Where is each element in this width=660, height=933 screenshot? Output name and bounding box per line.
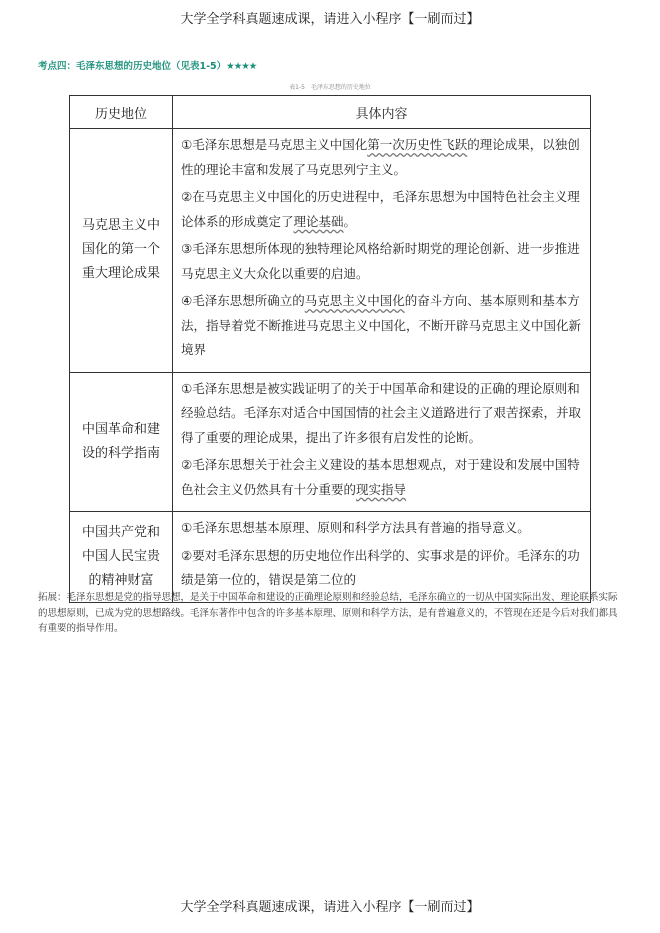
section-title-text: 考点四：毛泽东思想的历史地位（见表1-5） <box>38 61 227 72</box>
row-content <box>173 129 591 373</box>
content-text: ④毛泽东思想所确立的 <box>181 293 305 308</box>
content-item <box>181 133 582 182</box>
content-text: ③毛泽东思想所体现的独特理论风格给新时期党的理论创新、进一步推进马克思主义大众化以重要的启迪。 <box>181 241 580 281</box>
content-item <box>181 377 582 451</box>
underlined-text: 第一次历史性飞跃 <box>367 137 468 152</box>
content-item <box>181 516 582 541</box>
row-category: 中国共产党和中国人民宝贵的精神财富 <box>70 512 173 603</box>
content-item <box>181 544 582 593</box>
row-category: 马克思主义中国化的第一个重大理论成果 <box>70 129 173 373</box>
content-text: ①毛泽东思想是被实践证明了的关于中国革命和建设的正确的理论原则和经验总结。毛泽东对适合中国国情的社会主义道路进行了艰苦探索，并取得了重要的理论成果，提出了许多很有启发性的论断。 <box>181 380 582 445</box>
section-title <box>38 58 256 72</box>
table-caption: 表1-5 毛泽东思想的历史地位 <box>289 84 371 91</box>
content-text: ①毛泽东思想是马克思主义中国化 <box>181 137 368 152</box>
table-header-row <box>70 96 591 129</box>
table-row <box>70 372 591 512</box>
content-text: ②要对毛泽东思想的历史地位作出科学的、实事求是的评价。毛泽东的功绩是第一位的，错误是第二位的 <box>181 547 580 587</box>
page-header: 大学全学科真题速成课，请进入小程序【一刷而过】 <box>180 12 480 27</box>
content-text: 。 <box>343 213 357 229</box>
content-text: 的理论成果，以独创性的理论丰富和发展了马克思列宁主义。 <box>181 137 580 177</box>
underlined-text: 现实指导 <box>356 481 407 497</box>
row-category: 中国革命和建设的科学指南 <box>70 372 173 512</box>
content-item <box>181 237 582 286</box>
content-text: ①毛泽东思想基本原理、原则和科学方法具有普遍的指导意义。 <box>181 520 530 535</box>
header-history-status: 历史地位 <box>70 96 173 129</box>
table-row <box>70 129 591 373</box>
content-item <box>181 185 582 234</box>
row-content <box>173 372 591 512</box>
extension-note: 拓展：毛泽东思想是党的指导思想，是关于中国革命和建设的正确理论原则和经验总结，毛泽东确立的一切从中国实际出发、理论联系实际的思想原则，已成为党的思想路线。毛泽东著作中包含的许多基本原理、原则和科学方法，是有普遍意义的，不管现在还是今后对我们都具有重要的指导作用。 <box>38 592 618 634</box>
header-content: 具体内容 <box>173 96 591 129</box>
row-content <box>173 512 591 603</box>
table-row <box>70 512 591 603</box>
content-item <box>181 289 582 363</box>
history-status-table <box>69 95 591 603</box>
content-text: 的奋斗方向、基本原则和基本方法，指导着党不断推进马克思主义中国化，不断开辟马克思主义中国化新境界 <box>181 293 582 357</box>
content-text: ②毛泽东思想关于社会主义建设的基本思想观点，对于建设和发展中国特色社会主义仍然具有十分重要的 <box>181 457 580 497</box>
content-text: ②在马克思主义中国化的历史进程中，毛泽东思想为中国特色社会主义理论体系的形成奠定了 <box>181 189 580 229</box>
content-item <box>181 453 582 502</box>
page-footer: 大学全学科真题速成课，请进入小程序【一刷而过】 <box>180 900 480 915</box>
underlined-text: 理论基础 <box>293 213 344 229</box>
underlined-text: 马克思主义中国化 <box>304 293 405 308</box>
rating-stars: ★★★★ <box>226 61 257 72</box>
